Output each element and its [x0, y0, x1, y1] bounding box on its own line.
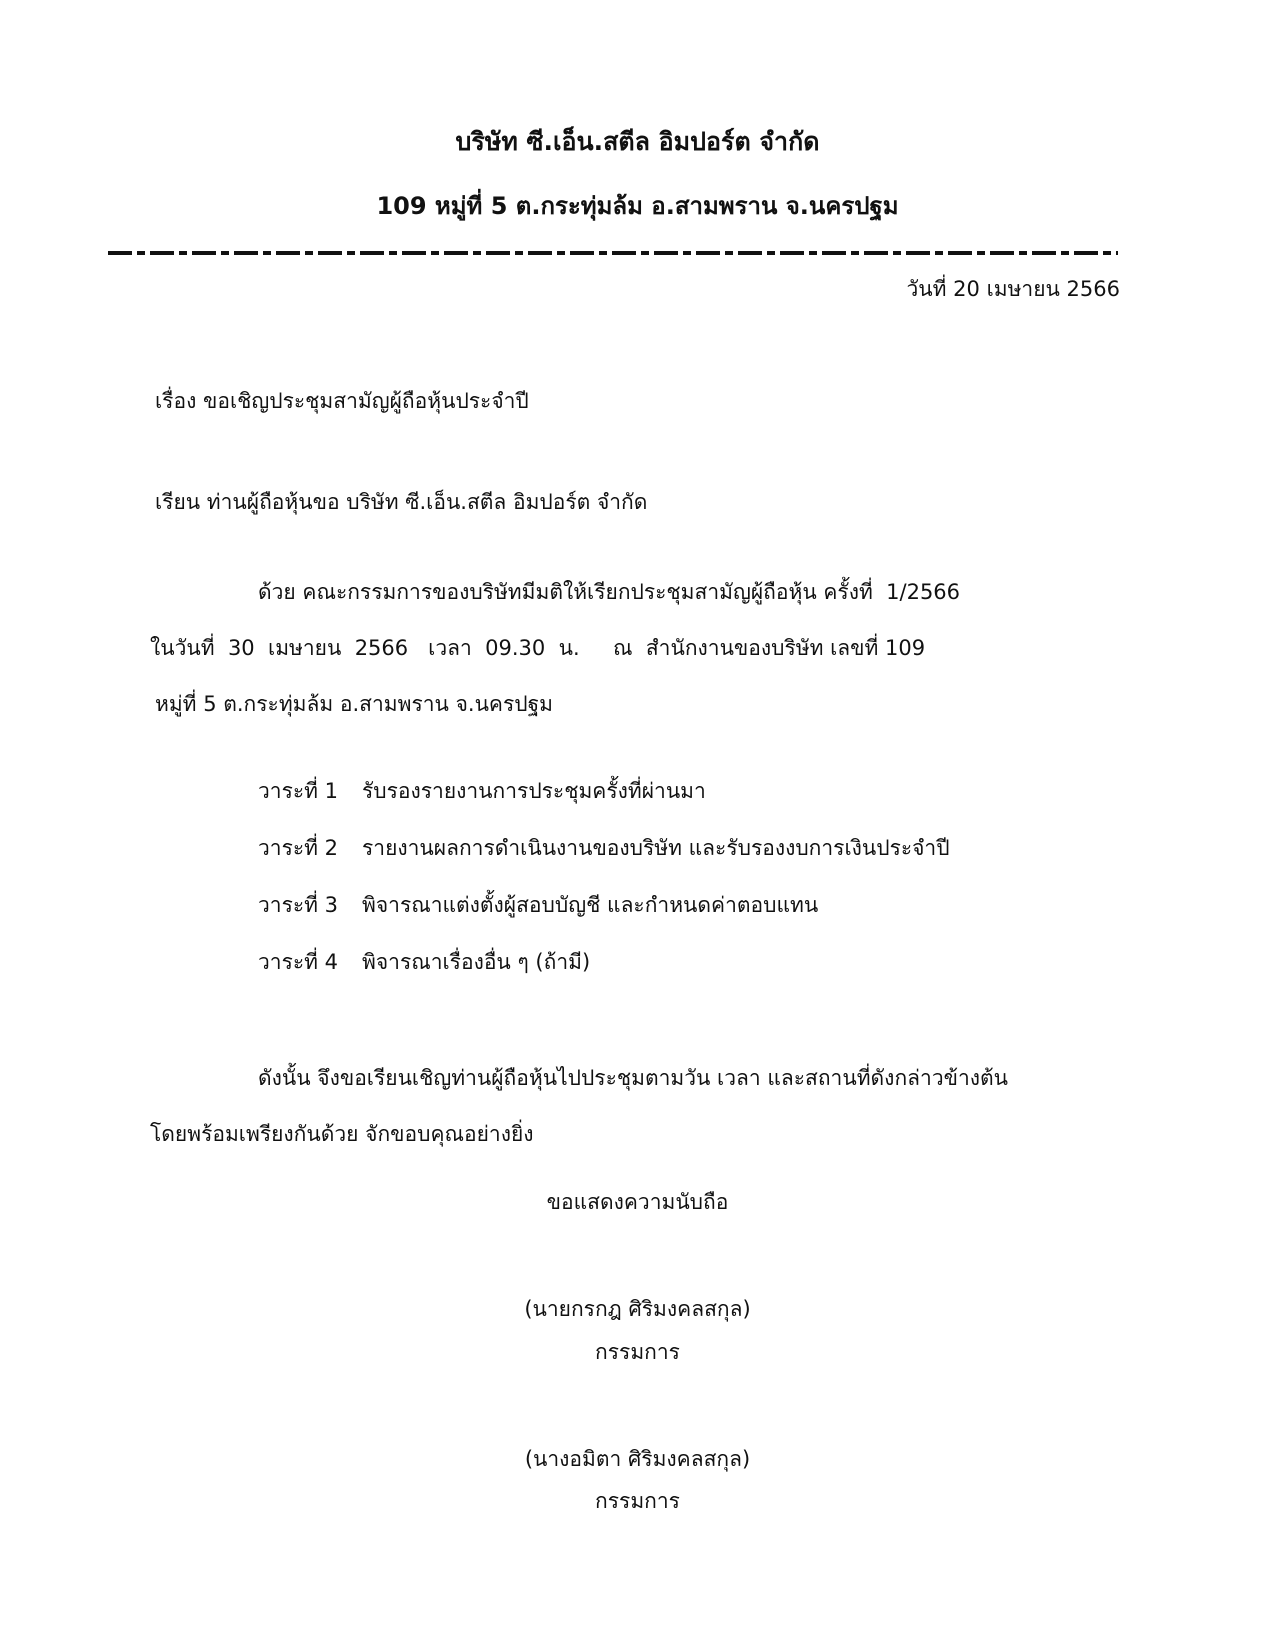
agenda-item-number: วาระที่ 4 — [258, 950, 339, 974]
letter-subject: เรื่อง ขอเชิญประชุมสามัญผู้ถือหุ้นประจำปี — [155, 389, 529, 413]
agenda-item-text: รายงานผลการดำเนินงานของบริษัท และรับรองงบการเงินประจำปี — [362, 836, 950, 860]
signatory-title: กรรมการ — [595, 1489, 680, 1513]
agenda-item-number: วาระที่ 3 — [258, 893, 339, 917]
company-address: 109 หมู่ที่ 5 ต.กระทุ่มล้ม อ.สามพราน จ.นครปฐม — [376, 192, 899, 220]
letter-salutation: เรียน ท่านผู้ถือหุ้นขอ บริษัท ซี.เอ็น.สตีล อิมปอร์ต จำกัด — [155, 490, 648, 514]
agenda-item — [258, 832, 950, 865]
paragraph-2-line-1: ดังนั้น จึงขอเรียนเชิญท่านผู้ถือหุ้นไปประชุมตามวัน เวลา และสถานที่ดังกล่าวข้างต้น — [258, 1066, 1009, 1090]
paragraph-1-line-2: ในวันที่ 30 เมษายน 2566 เวลา 09.30 น. ณ สำนักงานของบริษัท เลขที่ 109 — [150, 636, 926, 660]
agenda-item-text: รับรองรายงานการประชุมครั้งที่ผ่านมา — [362, 779, 706, 803]
closing-phrase: ขอแสดงความนับถือ — [546, 1190, 729, 1214]
paragraph-2-line-2: โดยพร้อมเพรียงกันด้วย จักขอบคุณอย่างยิ่ง — [150, 1122, 534, 1146]
agenda-item-number: วาระที่ 1 — [258, 779, 339, 803]
agenda-item-number: วาระที่ 2 — [258, 836, 339, 860]
paragraph-1-line-3: หมู่ที่ 5 ต.กระทุ่มล้ม อ.สามพราน จ.นครปฐม — [155, 692, 554, 716]
agenda-item — [258, 775, 706, 808]
signatory-name: (นางอมิตา ศิริมงคลสกุล) — [524, 1447, 751, 1471]
signatory-title: กรรมการ — [595, 1340, 680, 1364]
letter-date: วันที่ 20 เมษายน 2566 — [906, 277, 1120, 301]
paragraph-1-line-1: ด้วย คณะกรรมการของบริษัทมีมติให้เรียกประชุมสามัญผู้ถือหุ้น ครั้งที่ 1/2566 — [258, 580, 961, 604]
signatory-name: (นายกรกฎ ศิริมงคลสกุล) — [524, 1297, 751, 1321]
company-name: บริษัท ซี.เอ็น.สตีล อิมปอร์ต จำกัด — [455, 127, 820, 156]
agenda-item — [258, 946, 590, 979]
agenda-item-text: พิจารณาแต่งตั้งผู้สอบบัญชี และกำหนดค่าตอบแทน — [362, 893, 819, 917]
letterhead-divider — [108, 247, 1118, 259]
agenda-item — [258, 889, 818, 922]
agenda-item-text: พิจารณาเรื่องอื่น ๆ (ถ้ามี) — [362, 950, 591, 974]
